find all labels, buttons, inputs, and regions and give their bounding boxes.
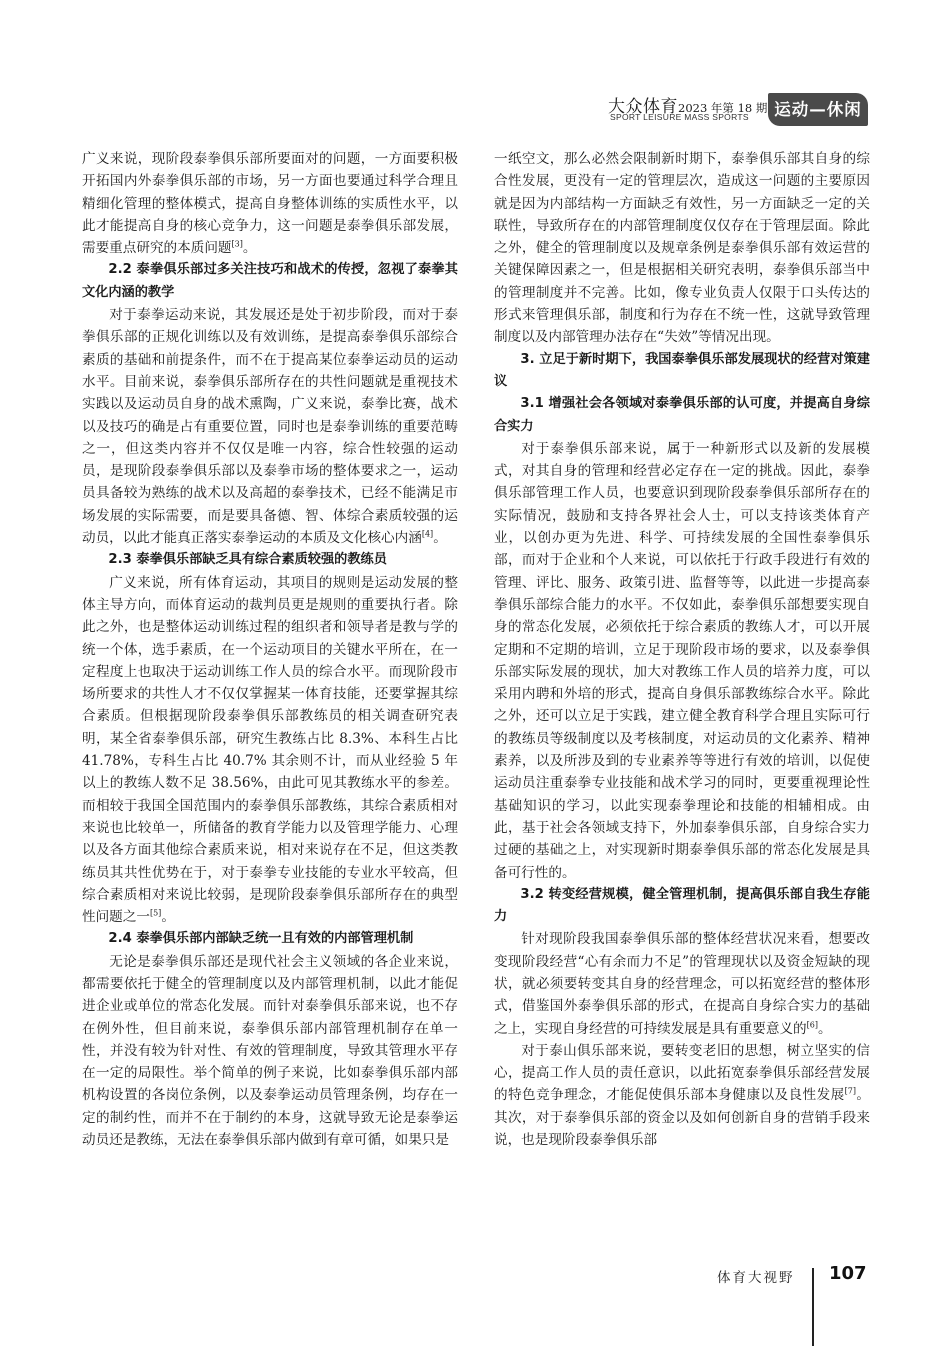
citation-ref: [5] — [149, 908, 162, 918]
section-heading-2-4: 2.4 泰拳俱乐部内部缺乏统一且有效的内部管理机制 — [108, 931, 414, 947]
section-heading-2-2: 2.2 泰拳俱乐部过多关注技巧和战术的传授，忽视了泰拳其文化内涵的教学 — [82, 262, 458, 300]
page-footer — [0, 1263, 950, 1346]
citation-ref: [6] — [806, 1020, 818, 1030]
right-column — [494, 148, 870, 1151]
section-badge: 运动—休闲 — [768, 93, 868, 126]
page-number: 107 — [829, 1263, 867, 1284]
footer-divider — [812, 1268, 814, 1346]
left-column — [82, 148, 458, 1151]
citation-ref: [3] — [231, 239, 243, 249]
paragraph: 针对现阶段我国泰拳俱乐部的整体经营状况来看，想要改变现阶段经营“心有余而力不足”的管理现状以及资金短缺的现状，就必须要转变其自身的经营理念，可以拓宽经营的整体形式，借鉴国外泰拳俱乐部的形式，在提高自身综合实力的基础之上，实现自身经营的可持续发展是具有重要意义的[6]。 — [494, 931, 870, 1037]
paragraph: 无论是泰拳俱乐部还是现代社会主义领域的各企业来说，都需要依托于健全的管理制度以及内部管理机制，以此才能促进企业或单位的常态化发展。而针对泰拳俱乐部来说，也不存在例外性，但目前来说，泰拳俱乐部内部管理机制存在单一性，并没有较为针对性、有效的管理制度，导致其管理水平存在一定的局限性。举个简单的例子来说，比如泰拳俱乐部内部机构设置的各岗位条例，以及泰拳运动员管理条例，均存在一定的制约性，而并不在于制约的本身，这就导致无论是泰拳运动员还是教练，无法在泰拳俱乐部内做到有章可循，如果只是 — [82, 953, 458, 1149]
section-heading-3: 3. 立足于新时期下，我国泰拳俱乐部发展现状的经营对策建议 — [494, 351, 870, 389]
paragraph: 对于泰山俱乐部来说，要转变老旧的思想，树立坚实的信心，提高工作人员的责任意识，以此拓宽泰拳俱乐部经营发展的特色竞争理念，才能促使俱乐部本身健康以及良性发展[7]。其次，对于泰拳俱乐部的资金以及如何创新自身的营销手段来说，也是现阶段泰拳俱乐部 — [494, 1042, 871, 1149]
paragraph: 广义来说，所有体育运动，其项目的规则是运动发展的整体主导方向，而体育运动的裁判员更是规则的重要执行者。除此之外，也是整体运动训练过程的组织者和领导者是教与学的统一个体，选手素质，在一个运动项目的关键水平所在，在一定程度上也取决于运动训练工作人员的综合水平。而现阶段市场所要求的共性人才不仅仅掌握某一体育技能，还要掌握其综合素质。但根据现阶段泰拳俱乐部教练员的相关调查研究表明，某全省泰拳俱乐部，研究生教练占比 8.3%、本科生占比 41.78%，专科生占比 40.7% 其余则不计，而从业经验 5 年以上的教练人数不足 38.56%，由此可见其教练水平的参差。而相较于我国全国范围内的泰拳俱乐部教练，其综合素质相对来说也比较单一，所储备的教育学能力以及管理学能力、心理以及各方面其他综合素质来说，相对来说存在不足，但这类教练员其共性优势在于，对于泰拳专业技能的专业水平较高，但综合素质相对来说比较弱，是现阶段泰拳俱乐部所存在的典型性问题之一[5]。 — [82, 574, 458, 926]
citation-ref: [4] — [421, 529, 434, 539]
section-heading-3-2: 3.2 转变经营规模，健全管理机制，提高俱乐部自我生存能力 — [494, 886, 870, 925]
section-heading-3-1: 3.1 增强社会各领域对泰拳俱乐部的认可度，并提高自身综合实力 — [494, 396, 870, 434]
section-heading-2-3: 2.3 泰拳俱乐部缺乏具有综合素质较强的教练员 — [108, 552, 387, 568]
footer-label: 体育大视野 — [717, 1270, 795, 1286]
paragraph: 对于泰拳俱乐部来说，属于一种新形式以及新的发展模式，对其自身的管理和经营必定存在一定的挑战。因此，泰拳俱乐部管理工作人员，也要意识到现阶段泰拳俱乐部所存在的实际情况，鼓励和支持各界社会人士，可以支持该类体育产业，以创办更为先进、科学、可持续发展的全国性泰拳俱乐部，而对于企业和个人来说，可以依托于行政手段进行有效的管理、评比、服务、政策引进、监督等等，以此进一步提高泰拳俱乐部综合能力的水平。不仅如此，泰拳俱乐部想要实现自身的常态化发展，必须依托于综合素质的教练人才，可以开展定期和不定期的培训，立足于现阶段市场的要求，以及泰拳俱乐部实际发展的现状，加大对教练工作人员的培养力度，可以采用内聘和外培的形式，提高自身俱乐部教练综合水平。除此之外，还可以立足于实践，建立健全教育科学合理且实际可行的教练员等级制度以及考核制度，对运动员的文化素养、精神素养，以及所涉及到的专业素养等等进行有效的培训，以促使运动员注重泰拳专业技能和战术学习的同时，更要重视理论性基础知识的学习，以此实现泰拳理论和技能的相辅相成。由此，基于社会各领域支持下，外加泰拳俱乐部，自身综合实力过硬的基础之上，对实现新时期泰拳俱乐部的常态化发展是具备可行性的。 — [494, 440, 870, 881]
paragraph: 一纸空文，那么必然会限制新时期下，泰拳俱乐部其自身的综合性发展，更没有一定的管理层次，造成这一问题的主要原因就是因为内部结构一方面缺乏有效性，另一方面缺乏一定的关联性，导致所存在的内部管理制度仅仅存在于管理层面。除此之外，健全的管理制度以及规章条例是泰拳俱乐部有效运营的关键保障因素之一，但是根据相关研究表明，泰拳俱乐部当中的管理制度并不完善。比如，像专业负责人仅限于口头传达的形式来管理俱乐部，制度和行为存在不统一性，这就导致管理制度以及内部管理办法存在“失效”等情况出现。 — [494, 151, 870, 346]
paragraph: 广义来说，现阶段泰拳俱乐部所要面对的问题，一方面要积极开拓国内外泰拳俱乐部的市场，另一方面也要通过科学合理且精细化管理的整体模式，提高自身整体训练的实质性水平，以此才能提高自身的核心竞争力，这一问题是泰拳俱乐部发展，需要重点研究的本质问题[3]。 — [82, 151, 458, 257]
issue-label: 2023 年第 18 期 — [678, 101, 768, 115]
citation-ref: [7] — [844, 1086, 856, 1096]
paragraph: 对于泰拳运动来说，其发展还是处于初步阶段，而对于泰拳俱乐部的正规化训练以及有效训练，是提高泰拳俱乐部综合素质的基础和前提条件，而不在于提高某位泰拳运动员的运动水平。目前来说，泰拳俱乐部所存在的共性问题就是重视技术实践以及运动员自身的战术熏陶，广义来说，泰拳比赛，战术以及技巧的确是占有重要位置，同时也是泰拳训练的重要范畴之一，但这类内容并不仅仅是唯一内容，综合性较强的运动员，是现阶段泰拳俱乐部以及泰拳市场的整体要求之一，运动员具备较为熟练的战术以及高超的泰拳技术，已经不能满足市场发展的实际需要，而是要具备德、智、体综合素质较强的运动员，以此才能真正落实泰拳运动的本质及文化核心内涵[4]。 — [82, 307, 458, 547]
journal-subtitle: SPORT LEISURE MASS SPORTS — [610, 112, 749, 122]
journal-title: 大众体育 — [608, 97, 678, 117]
